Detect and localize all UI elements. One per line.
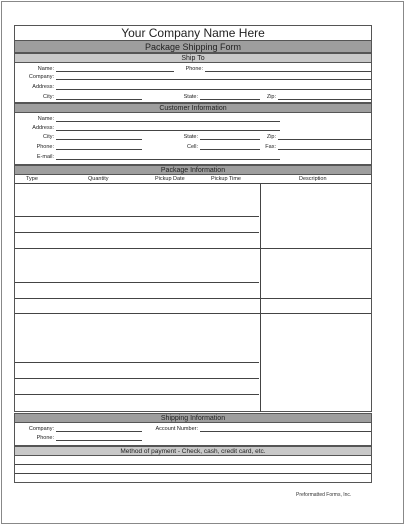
customer-phone-label: Phone: xyxy=(36,144,54,150)
payment-bar xyxy=(14,446,372,456)
ship-to-name-field[interactable] xyxy=(56,71,174,72)
table-row xyxy=(15,298,371,299)
customer-heading: Customer Information xyxy=(159,105,227,112)
form-title-bar xyxy=(14,40,372,53)
customer-email-field[interactable] xyxy=(56,159,280,160)
ship-to-company-label: Company: xyxy=(28,74,54,80)
ship-to-phone-field[interactable] xyxy=(205,71,371,72)
customer-bar xyxy=(14,103,372,113)
customer-fax-label: Fax: xyxy=(265,144,276,150)
package-bar xyxy=(14,165,372,175)
customer-zip-label: Zip: xyxy=(266,134,276,140)
ship-to-bar xyxy=(14,53,372,63)
col-quantity: Quantity xyxy=(88,176,109,182)
shipping-phone-label: Phone: xyxy=(36,435,54,441)
col-description: Description xyxy=(299,176,327,182)
shipping-phone-field[interactable] xyxy=(56,440,142,441)
col-pickup-time: Pickup Time xyxy=(211,176,241,182)
col-type: Type xyxy=(26,176,38,182)
table-row xyxy=(15,394,259,395)
table-row xyxy=(15,313,371,314)
customer-address-label: Address: xyxy=(32,125,54,131)
table-row xyxy=(15,232,259,233)
payment-line[interactable] xyxy=(15,464,371,465)
footer-text: Preformatted Forms, Inc. xyxy=(296,492,352,498)
ship-to-address-label: Address: xyxy=(32,84,54,90)
header-underline xyxy=(15,183,371,184)
customer-name-label: Name: xyxy=(37,116,54,122)
form-title: Package Shipping Form xyxy=(144,42,242,52)
ship-to-address-field[interactable] xyxy=(56,89,371,90)
payment-heading: Method of payment - Check, cash, credit card, etc. xyxy=(120,448,266,455)
shipping-bar xyxy=(14,413,372,423)
shipping-company-label: Company: xyxy=(28,426,54,432)
ship-to-company-field[interactable] xyxy=(56,79,371,80)
company-name: Your Company Name Here xyxy=(121,26,265,40)
customer-name-field[interactable] xyxy=(56,121,280,122)
table-row xyxy=(15,248,371,249)
customer-phone-field[interactable] xyxy=(56,149,142,150)
table-row xyxy=(15,216,259,217)
customer-cell-label: Cell: xyxy=(186,144,198,150)
ship-to-zip-label: Zip: xyxy=(266,94,276,100)
package-table xyxy=(14,175,372,412)
ship-to-heading: Ship To xyxy=(181,55,205,62)
customer-address-field[interactable] xyxy=(56,130,280,131)
shipping-account-label: Account Number: xyxy=(155,426,198,432)
customer-city-label: City: xyxy=(43,134,54,140)
customer-zip-field[interactable] xyxy=(278,139,371,140)
ship-to-name-label: Name: xyxy=(37,66,54,72)
ship-to-state-label: State: xyxy=(183,94,198,100)
ship-to-city-label: City: xyxy=(43,94,54,100)
shipping-account-field[interactable] xyxy=(200,431,371,432)
table-row xyxy=(15,282,259,283)
shipping-heading: Shipping Information xyxy=(160,415,226,422)
table-row xyxy=(15,362,259,363)
payment-line[interactable] xyxy=(15,473,371,474)
ship-to-zip-field[interactable] xyxy=(278,99,371,100)
customer-state-label: State: xyxy=(183,134,198,140)
shipping-company-field[interactable] xyxy=(56,431,142,432)
ship-to-city-field[interactable] xyxy=(56,99,142,100)
col-pickup-date: Pickup Date xyxy=(155,176,185,182)
ship-to-phone-label: Phone: xyxy=(185,66,203,72)
customer-fax-field[interactable] xyxy=(278,149,371,150)
table-row xyxy=(15,378,259,379)
payment-box xyxy=(14,456,372,483)
customer-email-label: E-mail: xyxy=(36,154,54,160)
customer-city-field[interactable] xyxy=(56,139,142,140)
package-heading: Package Information xyxy=(160,167,226,174)
